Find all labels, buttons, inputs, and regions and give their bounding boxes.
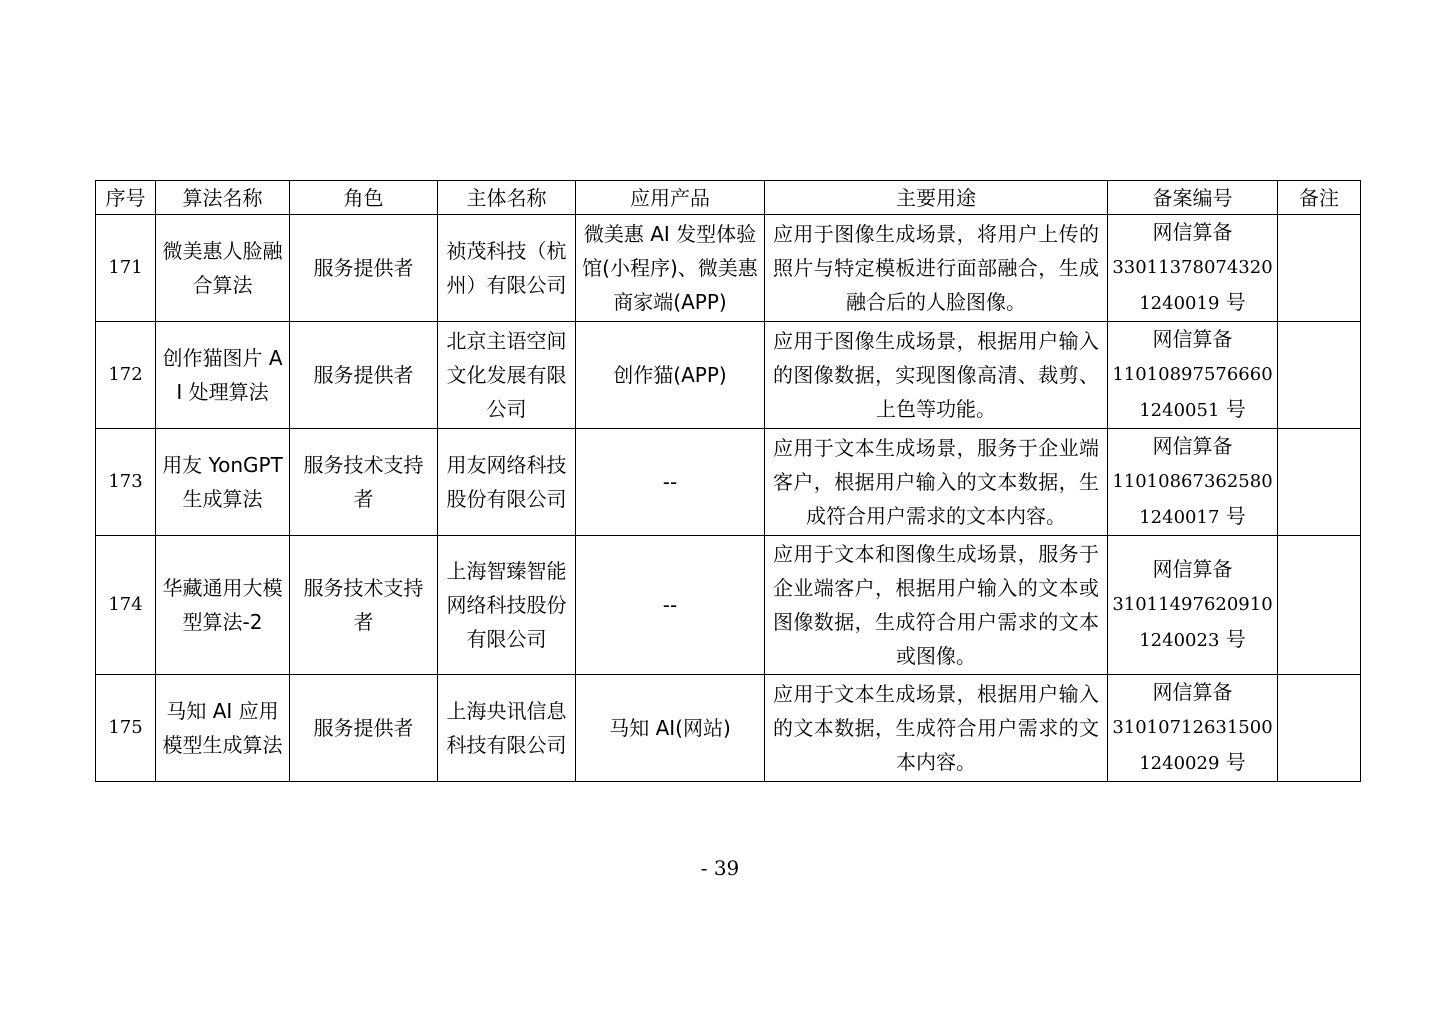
table-row — [96, 675, 1361, 782]
row-filing-number — [1108, 429, 1278, 536]
row-role: 服务技术支持者 — [290, 536, 438, 675]
header-entity-name: 主体名称 — [438, 181, 576, 215]
row-algorithm-name: 创作猫图片 AI 处理算法 — [156, 322, 290, 429]
row-application-product: 马知 AI(网站) — [576, 675, 765, 782]
row-serial-number: 173 — [96, 429, 156, 536]
header-serial-number: 序号 — [96, 181, 156, 215]
row-entity-name: 用友网络科技股份有限公司 — [438, 429, 576, 536]
table-row — [96, 536, 1361, 675]
header-remarks: 备注 — [1278, 181, 1361, 215]
filing-prefix: 网信算备 — [1152, 434, 1233, 458]
row-main-purpose: 应用于文本生成场景，根据用户输入的文本数据，生成符合用户需求的文本内容。 — [765, 675, 1108, 782]
row-entity-name: 祯茂科技（杭州）有限公司 — [438, 215, 576, 322]
row-main-purpose: 应用于文本和图像生成场景，服务于企业端客户，根据用户输入的文本或图像数据，生成符合用户需求的文本或图像。 — [765, 536, 1108, 675]
row-application-product: 微美惠 AI 发型体验馆(小程序)、微美惠商家端(APP) — [576, 215, 765, 322]
row-role: 服务提供者 — [290, 322, 438, 429]
row-remarks — [1278, 215, 1361, 322]
row-remarks — [1278, 429, 1361, 536]
row-algorithm-name: 华藏通用大模型算法-2 — [156, 536, 290, 675]
table-row — [96, 215, 1361, 322]
filing-suffix: 号 — [1225, 750, 1246, 774]
row-filing-number — [1108, 322, 1278, 429]
filing-code: 330113780743201240019 — [1112, 257, 1273, 314]
row-main-purpose: 应用于文本生成场景，服务于企业端客户，根据用户输入的文本数据，生成符合用户需求的文本内容。 — [765, 429, 1108, 536]
row-main-purpose: 应用于图像生成场景，将用户上传的照片与特定模板进行面部融合，生成融合后的人脸图像。 — [765, 215, 1108, 322]
row-entity-name: 上海央讯信息科技有限公司 — [438, 675, 576, 782]
filing-prefix: 网信算备 — [1152, 680, 1233, 704]
table-header-row — [96, 181, 1361, 215]
filing-code: 310114976209101240023 — [1112, 594, 1273, 651]
row-algorithm-name: 用友 YonGPT 生成算法 — [156, 429, 290, 536]
filing-prefix: 网信算备 — [1152, 220, 1233, 244]
row-serial-number: 171 — [96, 215, 156, 322]
filing-suffix: 号 — [1225, 290, 1246, 314]
row-main-purpose: 应用于图像生成场景，根据用户输入的图像数据，实现图像高清、裁剪、上色等功能。 — [765, 322, 1108, 429]
filing-prefix: 网信算备 — [1152, 557, 1233, 581]
row-serial-number: 172 — [96, 322, 156, 429]
row-remarks — [1278, 322, 1361, 429]
row-application-product: 创作猫(APP) — [576, 322, 765, 429]
page-number: - 39 — [700, 856, 740, 880]
filing-suffix: 号 — [1225, 397, 1246, 421]
table-row — [96, 429, 1361, 536]
row-application-product: -- — [576, 429, 765, 536]
table-row — [96, 322, 1361, 429]
row-serial-number: 175 — [96, 675, 156, 782]
row-entity-name: 上海智臻智能网络科技股份有限公司 — [438, 536, 576, 675]
row-role: 服务提供者 — [290, 675, 438, 782]
row-remarks — [1278, 675, 1361, 782]
algorithm-registry-table — [95, 180, 1361, 782]
header-filing-number: 备案编号 — [1108, 181, 1278, 215]
header-algorithm-name: 算法名称 — [156, 181, 290, 215]
filing-code: 110108975766601240051 — [1112, 364, 1273, 421]
row-filing-number — [1108, 536, 1278, 675]
row-role: 服务提供者 — [290, 215, 438, 322]
filing-code: 310107126315001240029 — [1112, 717, 1273, 774]
row-entity-name: 北京主语空间文化发展有限公司 — [438, 322, 576, 429]
row-algorithm-name: 马知 AI 应用模型生成算法 — [156, 675, 290, 782]
row-filing-number — [1108, 215, 1278, 322]
filing-suffix: 号 — [1225, 627, 1246, 651]
filing-prefix: 网信算备 — [1152, 327, 1233, 351]
row-remarks — [1278, 536, 1361, 675]
row-algorithm-name: 微美惠人脸融合算法 — [156, 215, 290, 322]
filing-suffix: 号 — [1225, 504, 1246, 528]
header-role: 角色 — [290, 181, 438, 215]
row-role: 服务技术支持者 — [290, 429, 438, 536]
row-application-product: -- — [576, 536, 765, 675]
header-main-purpose: 主要用途 — [765, 181, 1108, 215]
header-application-product: 应用产品 — [576, 181, 765, 215]
row-serial-number: 174 — [96, 536, 156, 675]
row-filing-number — [1108, 675, 1278, 782]
filing-code: 110108673625801240017 — [1112, 471, 1273, 528]
